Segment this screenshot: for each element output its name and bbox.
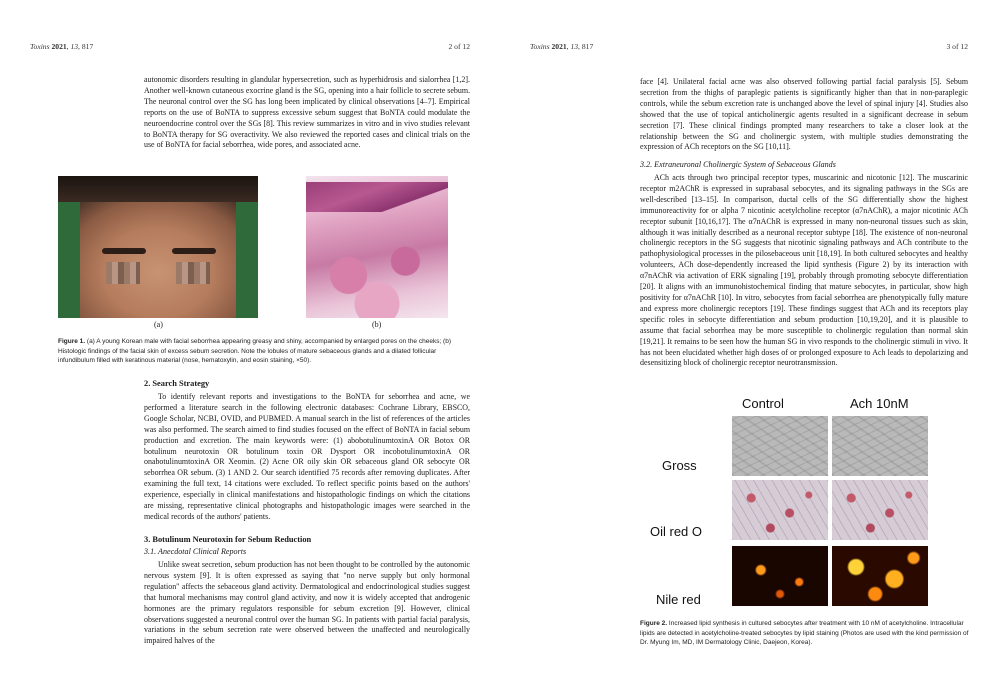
figure-2-nile-control [732,546,828,606]
journal-volume: 13 [70,42,79,51]
figure-2-col-ach: Ach 10nM [850,396,909,411]
section-3-2-body [640,173,968,369]
running-head-right: Toxins 2021, 13, 817 3 of 12 [530,42,968,51]
article-number: 817 [81,42,94,51]
figure-2-gross-ach [832,416,928,476]
figure-2-caption-text: Increased lipid synthesis in cultured sebocytes after treatment with 10 nM of acetylcholine. Intracellular lipids are detected in acetylcholine-treated sebocytes by lipid staining (Photos are used with the kind permission of Dr. Myung Im, MD, IM Dermatology Clinic, Daejeon, Korea). [640,620,969,647]
section-2-text: To identify relevant reports and investigations to the BoNTA for seborrhea and acne, we performed a literature search in the following electronic databases: Cochrane Library, EBSCO, Google Scholar, NCBI, OVID, and PUBMED. A manual search in the list of references of the articles was also performed. The search aimed to find studies focused on the effect of BoNTA in facial sebum production and excretion. The main keywords were: (1) abobotulinumtoxinA OR Botox OR botulinum neurotoxin OR botulinum toxin OR Dysport OR incobotulinumtoxinA OR onabotulinumtoxinA OR Xeomin. (2) Acne OR oily skin OR sebaceous gland OR sebocyte OR seborrhea OR sebum. (3) 1 AND 2. Our search identified 75 records after removing duplicates. After examining the full text, 14 citations were excluded. To reflect specific points based on the authors' experience, especially in clinical manifestations and histopathologic findings on which the citations are missing, representative clinical photographs and histopathologic images were searched in the medical records of the authors' patients. [144,392,470,521]
figure-1-caption-title: Figure 1. [58,338,86,345]
figure-2-gross-control [732,416,828,476]
figure-2-row-oil: Oil red O [650,524,703,539]
figure-2-oil-control [732,480,828,540]
figure-1-caption [58,337,470,366]
figure-2-oil-ach [832,480,928,540]
figure-1a-photo [58,176,258,318]
page-number: 3 of 12 [946,42,968,51]
figure-2-caption-title: Figure 2. [640,620,668,627]
section-3-2-heading: 3.2. Extraneuronal Cholinergic System of Sebaceous Glands [640,160,836,169]
section-2-heading: 2. Search Strategy [144,379,210,388]
figure-1b-label: (b) [372,320,382,329]
section-3-1-heading: 3.1. Anecdotal Clinical Reports [144,547,247,556]
figure-2-caption [640,619,970,648]
continued-text: face [4]. Unilateral facial acne was also observed following partial facial paralysis [5]. Sebum secretion from the thighs of paraplegic patients is significantly higher than that in non-paraplegic controls, while the sebum excretion rate is unchanged above the level of spinal injury [4]. Studies also showed that the use of topical anticholinergic agents resulted in a significant decrease in sebum secretion [7]. These clinical findings prompted many researchers to take a closer look at the relationship between the SG and cholinergic system, with multiple studies demonstrating the expression of ACh receptors on the SG [10,11]. [640,77,968,152]
right-page [500,0,1000,700]
journal-name: Toxins [530,42,550,51]
figure-2-nile-ach [832,546,928,606]
section-3-1-body [144,560,470,647]
figure-1b-histology [306,176,448,318]
section-3-heading: 3. Botulinum Neurotoxin for Sebum Reduction [144,535,312,544]
intro-paragraph [144,75,470,151]
section-2-body [144,392,470,523]
section-3-2-text: ACh acts through two principal receptor types, muscarinic and nicotonic [12]. The muscarinic receptor m2AChR is expressed in suprabasal sebocytes, and its signaling pathways in the SGs are well-described [13–15]. In comparison, ductal cells of the SG differentially show the highest immunoreactivity for or alpha 7 nicotinic acetylcholine receptor (α7nAChR), a major nicotinic ACh receptor subunit [10,16,17]. The α7nAChR is expressed in many non-neuronal tissues such as skin, although it was initially described as a neuronal receptor subtype [18]. The existence of non-neuronal cholinergic receptors in the SG suggests that nicotinic signaling pathways and ACh contribute to the pathophysiological processes in the pilosebaceous unit [18,19]. In both cultured sebocytes and healthy volunteers, ACh dose-dependently increased the lipid synthesis (Figure 2) by its interaction with α7nAChR via activation of ERK signaling [19], probably through promoting sebocyte differentiation [20]. It aligns with an immunohistochemical finding that mature sebocytes, in particular, show high positivity for α7nAChR [10]. In vitro, sebocytes from facial seborrhea are phenotypically fully mature and express more cholinergic receptors [19]. These findings suggest that ACh and its receptors play specific roles in sebocyte differentiation and sebum production [10,19,20], and it is plausible to assume that facial seborrhea may be more susceptible to cholinergic regulation than normal skin [19,21]. It remains to be seen how the human SG in vivo responds to the cholinergic stimuli in vivo. It has not been elucidated whether high doses of or prolonged exposure to Ach leads to depolarizing and desensitizing block of cholinergic receptor neurotransmission. [640,173,968,368]
journal-year: 2021 [551,42,567,51]
running-head-left: Toxins 2021, 13, 817 2 of 12 [30,42,470,51]
figure-2-row-nile: Nile red [656,592,701,607]
figure-2-row-gross: Gross [662,458,697,473]
page-number: 2 of 12 [448,42,470,51]
section-3-1-text: Unlike sweat secretion, sebum production has not been thought to be controlled by the autonomic nervous system [9]. It is often expressed as saying that "no nerve supply but only hormonal regulation" affects the sebaceous gland activity. Dermatological and endocrinological studies suggest that humoral mechanisms may control gland activity, and now it is widely accepted that androgenic hormones are the primary regulators responsible for sebum excretion [9]. However, clinical observations suggested a neuronal control over the human SG. In patients with partial facial paralysis, variations in the sebum secretion rate were observed between the unaffected and neurologically impaired halves of the [144,560,470,646]
figure-2 [640,396,970,611]
article-number: 817 [581,42,594,51]
journal-name: Toxins [30,42,50,51]
journal-volume: 13 [570,42,579,51]
journal-year: 2021 [51,42,67,51]
figure-1-caption-text: (a) A young Korean male with facial seborrhea appearing greasy and shiny, accompanied by enlarged pores on the cheeks; (b) Histologic findings of the facial skin of excess sebum secretion. Note the lobules of mature sebaceous glands and a dilated follicular infundibulum filled with keratinous material (nose, hematoxylin, and eosin staining, ×50). [58,338,452,365]
figure-2-col-control: Control [742,396,784,411]
continued-paragraph [640,77,968,153]
intro-text: autonomic disorders resulting in glandular hypersecretion, such as hyperhidrosis and sialorrhea [1,2]. Another well-known cutaneous exocrine gland is the SG, opening into a hair follicle to secrete sebum. The neuronal control over the SG has long been implicated by clinical observations [4–7]. Empirical reports on the use of BoNTA to suppress excessive sebum suggest that BoNTA could modulate the neuroendocrine control over the SGs [8]. This review summarizes in vitro and in vivo studies relevant to BoNTA therapy for SG overactivity. We also reviewed the reported cases and clinical trials on the use of BoNTA for facial seborrhea, wide pores, and associated acne. [144,75,470,150]
figure-1a-label: (a) [154,320,163,329]
